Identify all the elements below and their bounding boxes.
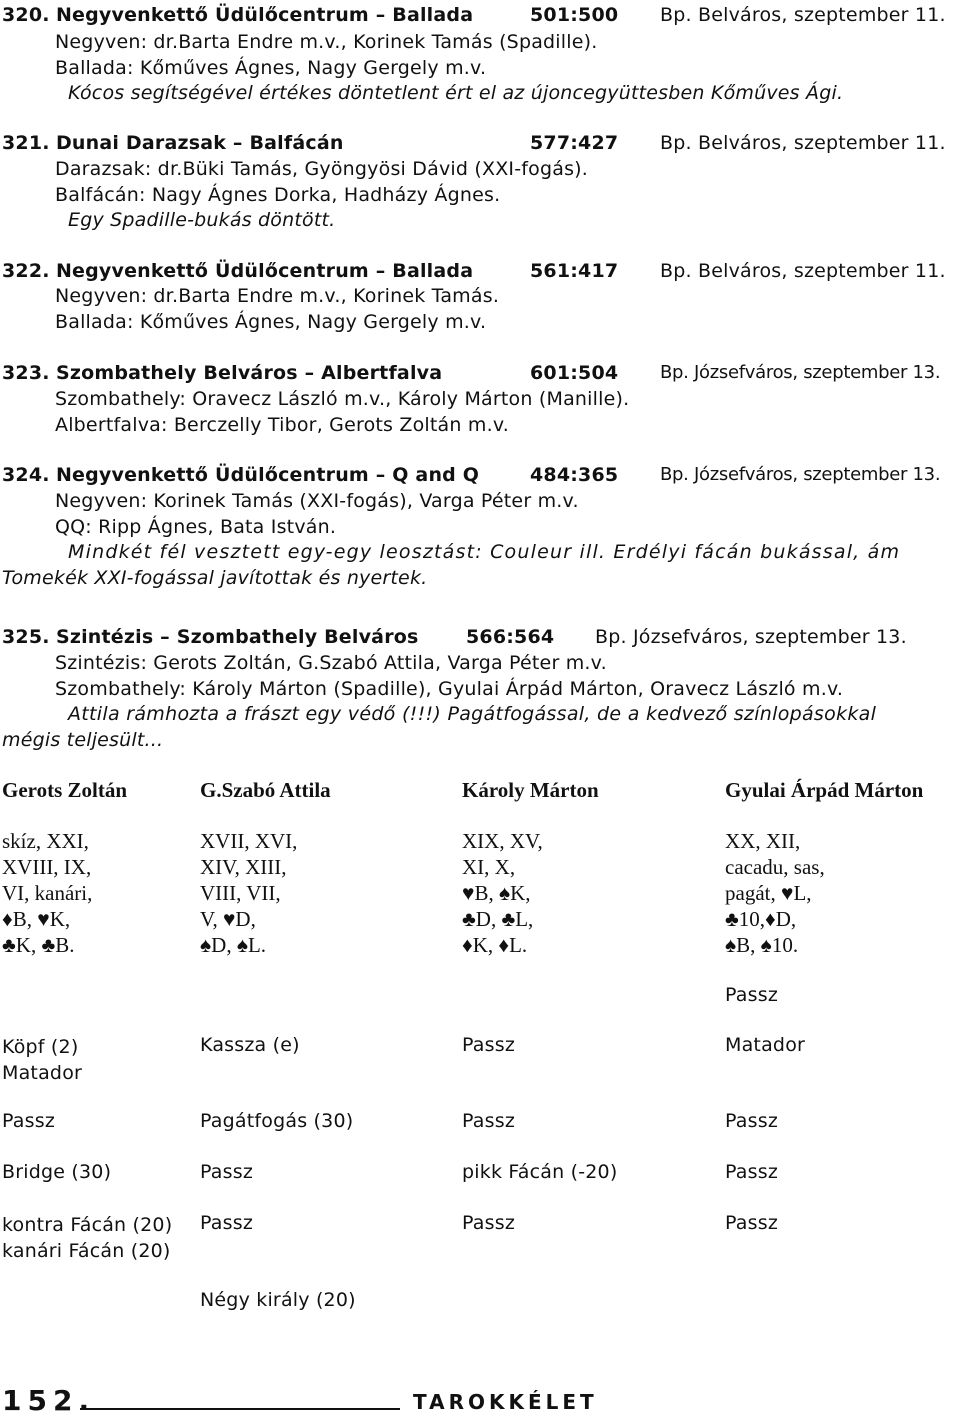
hand-line: ♥B, ♠K, [462,881,531,905]
hand-line: VI, kanári, [2,881,93,905]
match-place: Bp. Belváros, szeptember 11. [660,132,946,154]
match-title: Szintézis – Szombathely Belváros [55,626,419,648]
match-title: Negyvenkettő Üdülőcentrum – Ballada [55,260,474,282]
player-name: G.Szabó Attila [200,778,331,802]
match-header [2,464,479,486]
match-number: 323. [2,362,50,384]
match-header [2,362,442,384]
match-comment: Egy Spadille-bukás döntött. [68,209,336,231]
match-place: Bp. Józsefváros, szeptember 13. [660,362,941,383]
match-header [2,260,473,282]
bid: Passz [725,1110,779,1132]
match-title: Dunai Darazsak – Balfácán [55,132,344,154]
team-line: Negyven: dr.Barta Endre m.v., Korinek Tamás. [55,285,500,307]
player-name: Gerots Zoltán [2,778,128,802]
match-header [2,4,473,26]
match-title: Szombathely Belváros – Albertfalva [55,362,443,384]
bid: Passz [2,1110,56,1132]
bid: Passz [725,984,779,1006]
bid: pikk Fácán (-20) [462,1161,618,1183]
hand-player-2 [200,828,297,958]
team-line: Darazsak: dr.Büki Tamás, Gyöngyösi Dávid (XXI-fogás). [55,158,589,180]
team-line: Szombathely: Károly Márton (Spadille), Gyulai Árpád Márton, Oravecz László m.v. [55,678,844,700]
hand-line: XI, X, [462,855,516,879]
bid: Passz [725,1161,779,1183]
hand-line: ♦B, ♥K, [2,907,71,931]
match-comment: Attila rámhozta a frászt egy védő (!!!) Pagátfogással, de a kedvező színlopásokkal [68,703,877,725]
hand-line: XVIII, IX, [2,855,92,879]
hand-line: cacadu, sas, [725,855,825,879]
hand-line: V, ♥D, [200,907,256,931]
bid: Passz [725,1212,779,1234]
bid: Passz [462,1212,516,1234]
match-comment: mégis teljesült... [2,729,164,751]
player-name: Gyulai Árpád Márton [725,778,924,802]
hand-line: XIV, XIII, [200,855,287,879]
team-line: Negyven: Korinek Tamás (XXI-fogás), Varga Péter m.v. [55,490,579,512]
hand-player-1 [2,828,92,958]
match-number: 325. [2,626,50,648]
match-number: 320. [2,4,50,26]
match-header [2,132,344,154]
team-line: Szombathely: Oravecz László m.v., Károly Márton (Manille). [55,388,630,410]
hand-line: ♦K, ♦L. [462,933,528,957]
team-line: Negyven: dr.Barta Endre m.v., Korinek Tamás (Spadille). [55,31,598,53]
bid: Kassza (e) [200,1034,300,1056]
player-name: Károly Márton [462,778,599,802]
team-line: QQ: Ripp Ágnes, Bata István. [55,516,337,538]
match-comment: Kócos segítségével értékes döntetlent ért el az újoncegyüttesben Kőműves Ági. [68,82,844,104]
hand-line: XIX, XV, [462,829,543,853]
match-place: Bp. Józsefváros, szeptember 13. [595,626,907,648]
match-score: 577:427 [530,132,619,154]
hand-line: ♠B, ♠10. [725,933,799,957]
match-number: 322. [2,260,50,282]
match-place: Bp. Belváros, szeptember 11. [660,4,946,26]
match-score: 484:365 [530,464,619,486]
hand-player-3 [462,828,543,958]
match-header [2,626,419,648]
magazine-title: TAROKKÉLET [413,1390,598,1414]
hand-line: ♣K, ♣B. [2,933,75,957]
bid: Bridge (30) [2,1161,112,1183]
match-title: Negyvenkettő Üdülőcentrum – Ballada [55,4,474,26]
footer-rule [80,1408,400,1410]
hand-line: XVII, XVI, [200,829,298,853]
hand-line: VIII, VII, [200,881,281,905]
hand-line: XX, XII, [725,829,801,853]
hand-line: ♠D, ♠L. [200,933,267,957]
bid: Pagátfogás (30) [200,1110,354,1132]
bid: Matador [725,1034,806,1056]
match-number: 324. [2,464,50,486]
hand-line: pagát, ♥L, [725,881,812,905]
team-line: Albertfalva: Berczelly Tibor, Gerots Zoltán m.v. [55,414,510,436]
bid: Passz [462,1034,516,1056]
match-comment: Tomekék XXI-fogással javítottak és nyertek. [2,567,428,589]
page-number: 152. [2,1384,96,1417]
match-score: 601:504 [530,362,619,384]
bid: Passz [200,1161,254,1183]
bid: Köpf (2) Matador [2,1036,83,1084]
hand-line: skíz, XXI, [2,829,89,853]
match-place: Bp. Józsefváros, szeptember 13. [660,464,941,485]
team-line: Balfácán: Nagy Ágnes Dorka, Hadházy Ágnes. [55,184,501,206]
bid: Passz [462,1110,516,1132]
match-comment: Mindkét fél vesztett egy-egy leosztást: Couleur ill. Erdélyi fácán bukással, ám [68,541,901,563]
match-score: 566:564 [466,626,555,648]
team-line: Ballada: Kőműves Ágnes, Nagy Gergely m.v. [55,311,487,333]
hand-player-4 [725,828,825,958]
team-line: Ballada: Kőműves Ágnes, Nagy Gergely m.v. [55,57,487,79]
team-line: Szintézis: Gerots Zoltán, G.Szabó Attila, Varga Péter m.v. [55,652,607,674]
hand-line: ♣D, ♣L, [462,907,534,931]
bid: Passz [200,1212,254,1234]
hand-line: ♣10,♦D, [725,907,797,931]
match-score: 561:417 [530,260,619,282]
bid: Négy király (20) [200,1289,356,1311]
match-place: Bp. Belváros, szeptember 11. [660,260,946,282]
match-number: 321. [2,132,50,154]
match-score: 501:500 [530,4,619,26]
bid: kontra Fácán (20) kanári Fácán (20) [2,1214,173,1262]
match-title: Negyvenkettő Üdülőcentrum – Q and Q [55,464,480,486]
